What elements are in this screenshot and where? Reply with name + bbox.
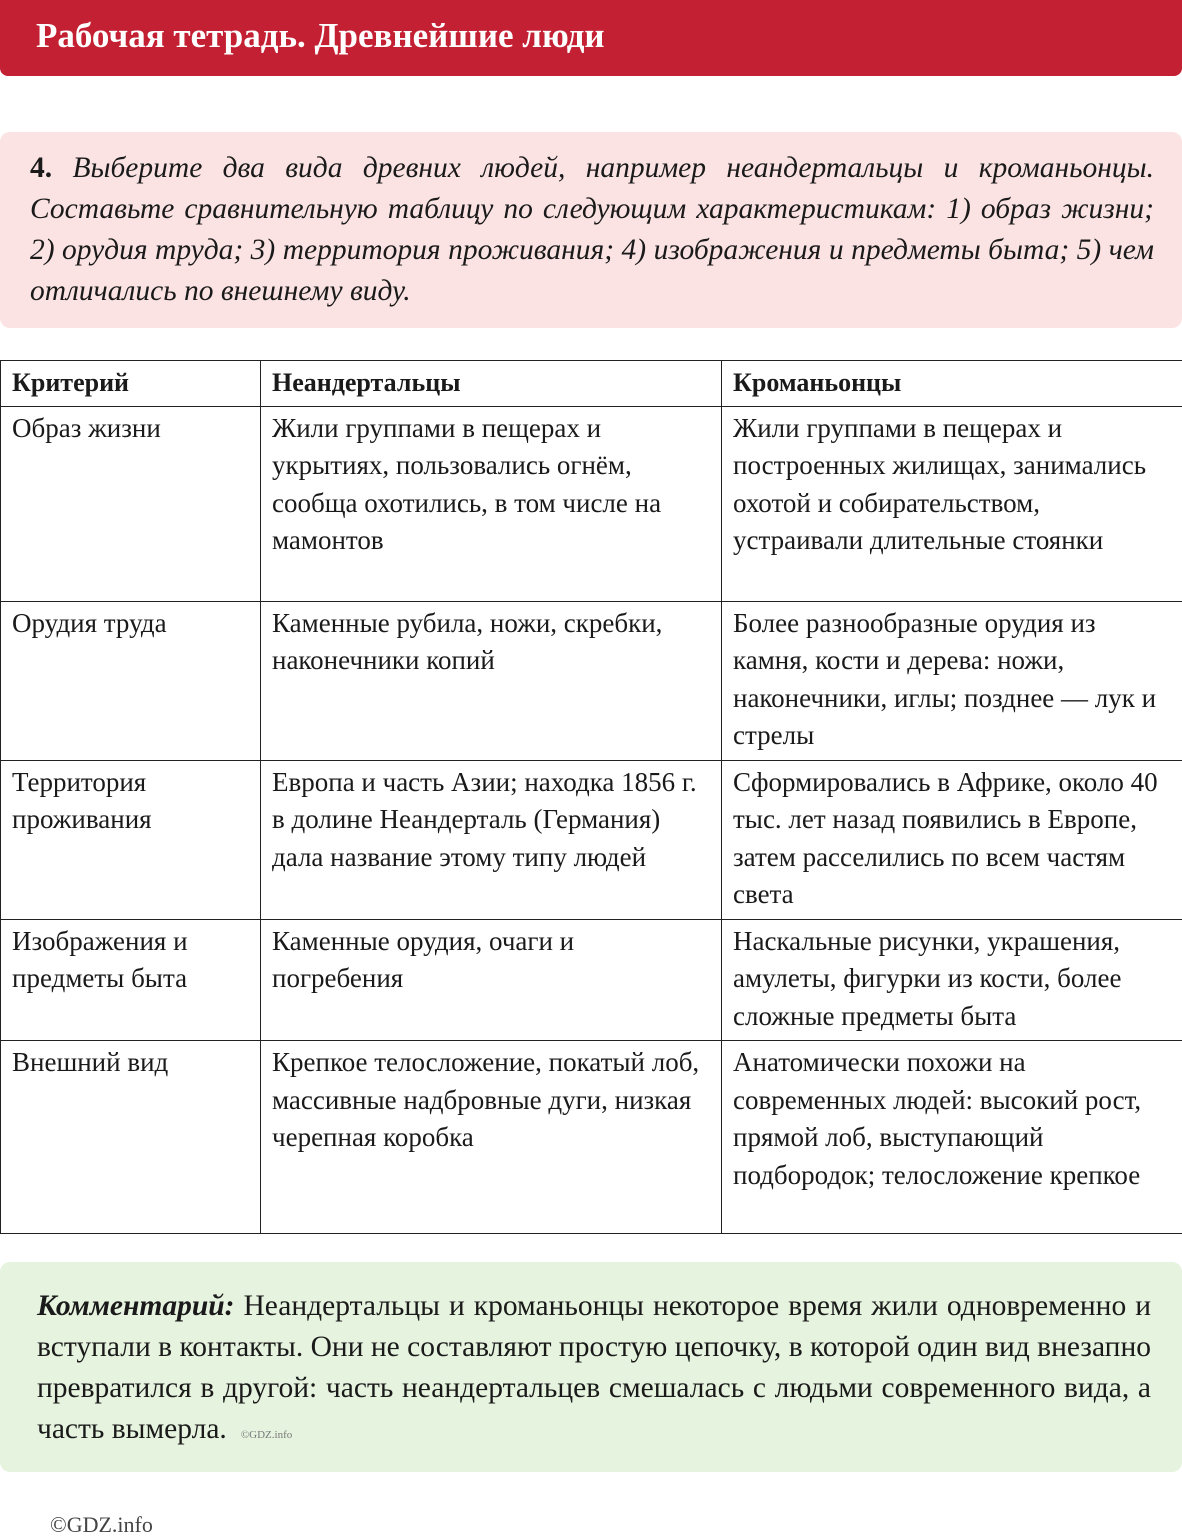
header-cromagnons: Кроманьонцы (722, 361, 1182, 407)
criterion-cell: Изображения и предметы быта (1, 919, 261, 1041)
neanderthals-cell: Каменные рубила, ножи, скребки, наконечники копий (261, 601, 722, 760)
cromagnons-cell: Более разнообразные орудия из камня, кости и дерева: ножи, наконечники, иглы; позднее — лук и стрелы (722, 601, 1182, 760)
comparison-table (0, 360, 1182, 1234)
criterion-cell: Территория проживания (1, 760, 261, 919)
task-number: 4. (30, 152, 52, 184)
comment-block (37, 1286, 1151, 1456)
neanderthals-cell: Каменные орудия, очаги и погребения (261, 919, 722, 1041)
cromagnons-cell: Сформировались в Африке, около 40 тыс. лет назад появились в Европе, затем расселились по всем частям света (722, 760, 1182, 919)
header-criterion: Критерий (1, 361, 261, 407)
inline-watermark: ©GDZ.info (241, 1429, 292, 1441)
table-row (1, 1041, 1182, 1234)
table-row (1, 919, 1182, 1041)
table-header-row (1, 361, 1182, 407)
table-row (1, 601, 1182, 760)
criterion-cell: Орудия труда (1, 601, 261, 760)
footer-watermark: ©GDZ.info (50, 1512, 153, 1538)
cromagnons-cell: Наскальные рисунки, украшения, амулеты, фигурки из кости, более сложные предметы быта (722, 919, 1182, 1041)
task-text: Выберите два вида древних людей, например неандертальцы и кроманьонцы. Составьте сравнительную таблицу по следующим характеристикам: 1) образ жизни; 2) орудия труда; 3) территория проживания; 4) изображения и предметы быта; 5) чем отличались по внешнему виду. (30, 152, 1154, 307)
table-row (1, 760, 1182, 919)
neanderthals-cell: Крепкое телосложение, покатый лоб, массивные надбровные дуги, низкая черепная коробка (261, 1041, 722, 1234)
comment-label: Комментарий: (37, 1290, 234, 1322)
header-neanderthals: Неандертальцы (261, 361, 722, 407)
page-title: Рабочая тетрадь. Древнейшие люди (36, 14, 605, 58)
header-bar (0, 0, 1182, 76)
neanderthals-cell: Европа и часть Азии; находка 1856 г. в долине Неандерталь (Германия) дала название этому типу людей (261, 760, 722, 919)
cromagnons-cell: Жили группами в пещерах и построенных жилищах, занимались охотой и собирательством, устраивали длительные стоянки (722, 406, 1182, 601)
cromagnons-cell: Анатомически похожи на современных людей: высокий рост, прямой лоб, выступающий подбородок; телосложение крепкое (722, 1041, 1182, 1234)
criterion-cell: Образ жизни (1, 406, 261, 601)
neanderthals-cell: Жили группами в пещерах и укрытиях, пользовались огнём, сообща охотились, в том числе на мамонтов (261, 406, 722, 601)
task-text-block (30, 148, 1154, 312)
table-row (1, 406, 1182, 601)
comment-text: Неандертальцы и кроманьонцы некоторое время жили одновременно и вступали в контакты. Они не составляют простую цепочку, в которой один вид внезапно превратился в другой: часть неандертальцев смешалась с людьми современного вида, а часть вымерла. (37, 1290, 1151, 1445)
criterion-cell: Внешний вид (1, 1041, 261, 1234)
